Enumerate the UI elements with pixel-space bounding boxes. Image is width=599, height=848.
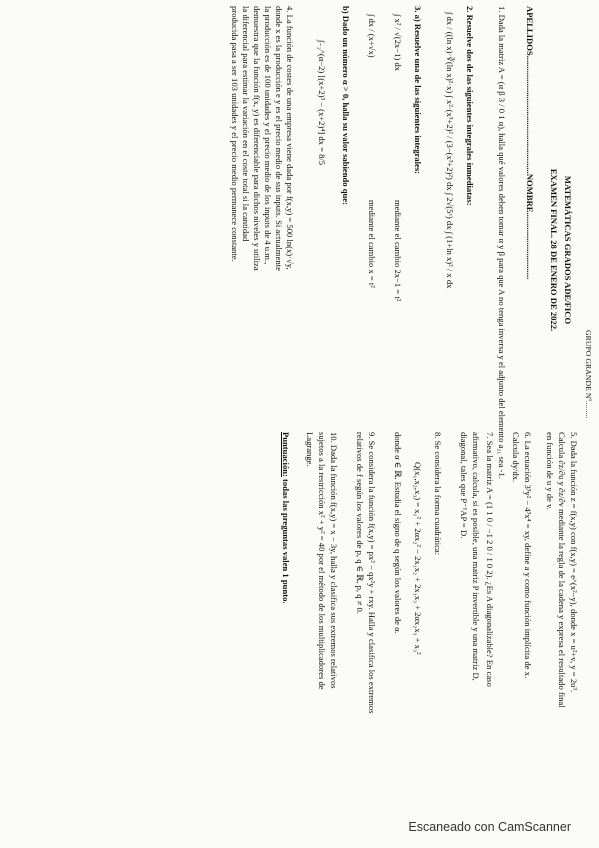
question-8-quadratic-form: Q(x₁,x₂,x₃) = x₁² + 2αx₂² − 2x₁x₂ + 2x₁x₃ + 2αx₂x₃ + x₃² [413,462,423,655]
question-4-line-3: la producción es de 100 unidades y el precio medio de los inputs de 4 u.m., [263,6,273,265]
question-6-line-2: Calcula dy/dx. [511,432,521,483]
question-3a-note-1: mediante el cambio 2x−1 = t² [393,200,403,302]
question-9-line-1: 9. Se considera la función f(x,y) = px² − qx²y + rxy. Halla y clasifica los extremos [367,432,377,714]
exam-date: EXAMEN FINAL. 28 DE ENERO DE 2022. [549,168,559,332]
question-1: 1. Dada la matriz A = (α β 3 / 0 1 α), halla qué valores deben tomar α y β para que A no tenga inversa y el adjunto del elemento a₂₁ sea -1. [497,6,507,479]
question-4-line-5: la diferencial para estimar la variación en el coste total si la cantidad [241,6,251,242]
question-10-line-2: sujetos a la restricción x² + y² = 40 por el método de los multiplicadores de [317,432,327,690]
question-7-line-2: afirmativo, calcula, si es posible, una matriz P invertible y una matriz D, [471,432,481,681]
camscanner-watermark: Escaneado con CamScanner [408,820,571,834]
scoring-text: todas las preguntas valen 1 punto. [281,479,291,604]
question-8-line-1: 8. Se considera la forma cuadrática: [433,432,443,556]
question-6-line-1: 6. La ecuación 3³y² − 4³x⁴ = xy, define a y como función implícita de x. [523,432,533,679]
question-2-title: 2. Resuelve dos de las siguientes integrales inmediatas: [465,6,475,206]
question-9-line-2: relativos de f según los valores de p, q ∈ ℝ, p, q ≠ 0. [355,432,365,614]
question-7-line-3: diagonal, tales que P⁻¹AP = D. [459,432,469,539]
question-3b-title: b) Dado un número α > 0, halla su valor sabiendo que: [341,6,351,205]
question-5-line-1: 5. Dada la función z = f(x,y) con f(x,y) = e^(x²−y), donde x = u²+v, y = 2u³. [569,432,579,693]
question-5-line-3: en función de u y de v. [545,432,555,510]
question-10-line-3: Lagrange. [305,432,315,467]
question-3b-equation: ∫₋₂^(α−2) [(x+2)³ − (x+2)⁴] dx = 8/5 [317,40,327,166]
question-3a-integral-1: ∫ x² / √(2x−1) dx [393,14,403,71]
question-7-line-1: 7. Sea la matriz A = (1 1 0 / −1 2 0 / 1 0 2). ¿Es A diagonalizable? En caso [485,432,495,687]
question-3a-title: 3. a) Resuelve una de las siguientes integrales: [413,6,423,175]
surname-name-line: APELLIDOS.......................................................NOMBRE............................... [525,6,535,280]
exam-title: MATEMÁTICAS GRADOS ADE/FICO [563,175,573,325]
scoring-note [280,432,291,604]
scoring-label: Puntuación: [281,432,291,477]
group-label: GRUPO GRANDE Nº......... [584,330,593,419]
question-3a-note-2: mediante el cambio x = t² [367,200,377,288]
question-4-line-4: demuestra que la función f(x, y) es diferenciable para dichos niveles y utiliza [252,6,262,271]
question-8-line-3: donde α ∈ ℝ. Estudia el signo de q según los valores de α. [393,432,403,634]
question-2-integrals: ∫ dx / ((ln x)·∛(ln x)²·x) ∫ x²·(x³+2)² / (3−(x³+2)²) dx ∫ 2√(5ˣ) dx ∫ (1+ln x)² / x dx [445,12,455,289]
question-3a-integral-2: ∫ dx / (x+√x) [367,14,377,58]
question-10-line-1: 10. Dada la función f(x,y) = x − 3y, halla y clasifica sus extremos relativos [329,432,339,689]
question-4-line-2: donde x es la producción e y es el precio medio de sus inputs. Si actualmente [274,6,284,271]
question-4-line-1: 4. La función de costes de una empresa viene dada por f(x,y) = 500 ln(x)·√y, [285,6,295,270]
question-5-line-2: Calcula ∂z/∂u y ∂z/∂v mediante la regla de la cadena y expresa el resultado final [557,432,567,708]
question-4-line-6: producida pasa a ser 103 unidades y el precio medio permanece constante. [230,6,240,262]
